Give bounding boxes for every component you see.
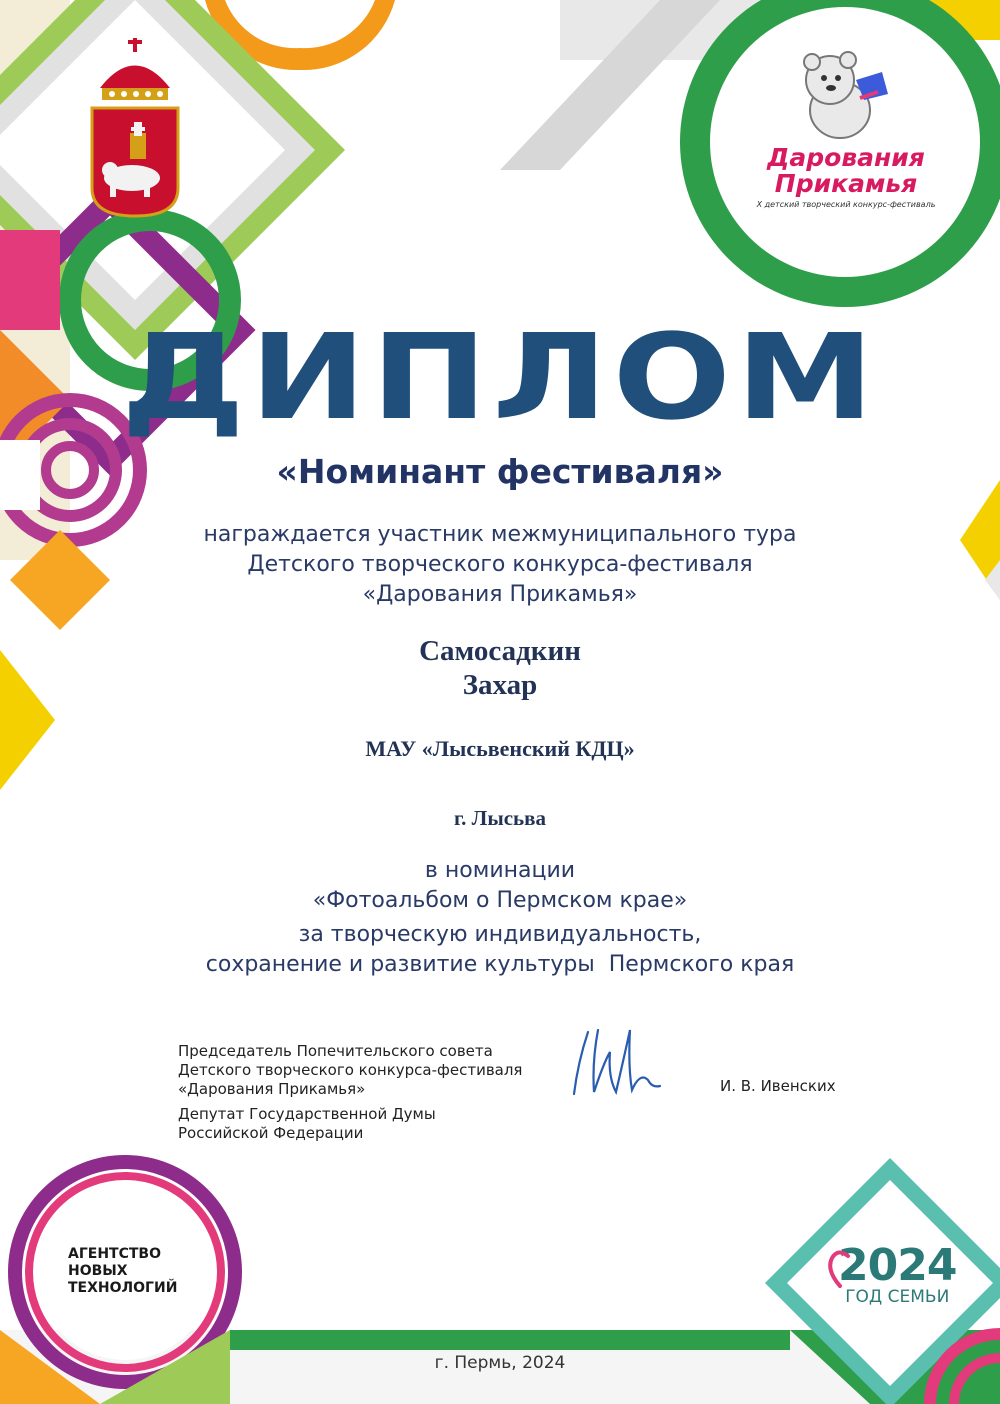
- nomination-title: «Номинант фестиваля»: [276, 452, 724, 491]
- signer-position-line-1: Председатель Попечительского совета: [178, 1042, 493, 1060]
- reason-line-1: за творческую индивидуальность,: [298, 922, 702, 947]
- category-line-2: «Фотоальбом о Пермском крае»: [312, 888, 688, 913]
- diploma-title: ДИПЛОМ: [120, 308, 879, 446]
- coat-of-arms: [80, 38, 190, 228]
- year-badge-text: ГОД СЕМЬИ: [845, 1287, 950, 1307]
- reason-line-2: сохранение и развитие культуры Пермского края: [205, 952, 795, 977]
- organization: МАУ «Лысьвенский КДЦ»: [365, 736, 635, 761]
- handwritten-signature: [568, 1022, 678, 1102]
- participant-name: [0, 634, 1000, 702]
- reason-text: [0, 920, 1000, 980]
- agency-line-3: ТЕХНОЛОГИЙ: [68, 1280, 178, 1296]
- agency-line-2: НОВЫХ: [68, 1263, 128, 1279]
- award-text: [0, 520, 1000, 610]
- award-line-3: «Дарования Прикамья»: [362, 582, 638, 607]
- category-line-1: в номинации: [424, 858, 576, 883]
- agency-logo: [68, 1246, 177, 1297]
- agency-line-1: АГЕНТСТВО: [68, 1246, 161, 1262]
- participant-given-name: Захар: [462, 669, 538, 701]
- signer-position: [178, 1042, 522, 1143]
- festival-logo-subtitle: X детский творческий конкурс-фестиваль: [756, 200, 936, 209]
- signer-position-line-2: Детского творческого конкурса-фестиваля: [178, 1061, 523, 1079]
- signer-position-line-4: Депутат Государственной Думы: [178, 1105, 436, 1123]
- festival-logo: [756, 145, 936, 209]
- year-of-family-badge: [838, 1240, 957, 1307]
- festival-logo-line-1: Дарования: [767, 143, 925, 172]
- heart-icon: [828, 1250, 850, 1290]
- festival-logo-name: [756, 145, 936, 197]
- bear-mascot: [790, 50, 900, 145]
- signer-name: И. В. Ивенских: [720, 1077, 836, 1095]
- festival-logo-line-2: Прикамья: [774, 169, 918, 198]
- signer-position-line-5: Российской Федерации: [178, 1124, 364, 1142]
- footer-place-year: г. Пермь, 2024: [434, 1353, 566, 1373]
- award-line-2: Детского творческого конкурса-фестиваля: [247, 552, 753, 577]
- award-line-1: награждается участник межмуниципального тура: [203, 522, 797, 547]
- category-text: [0, 856, 1000, 916]
- bottom-green-band: [230, 1330, 790, 1350]
- year-badge-number: 2024: [838, 1240, 957, 1291]
- city: г. Лысьва: [454, 806, 546, 830]
- signer-position-line-3: «Дарования Прикамья»: [178, 1080, 366, 1098]
- participant-surname: Самосадкин: [419, 635, 581, 667]
